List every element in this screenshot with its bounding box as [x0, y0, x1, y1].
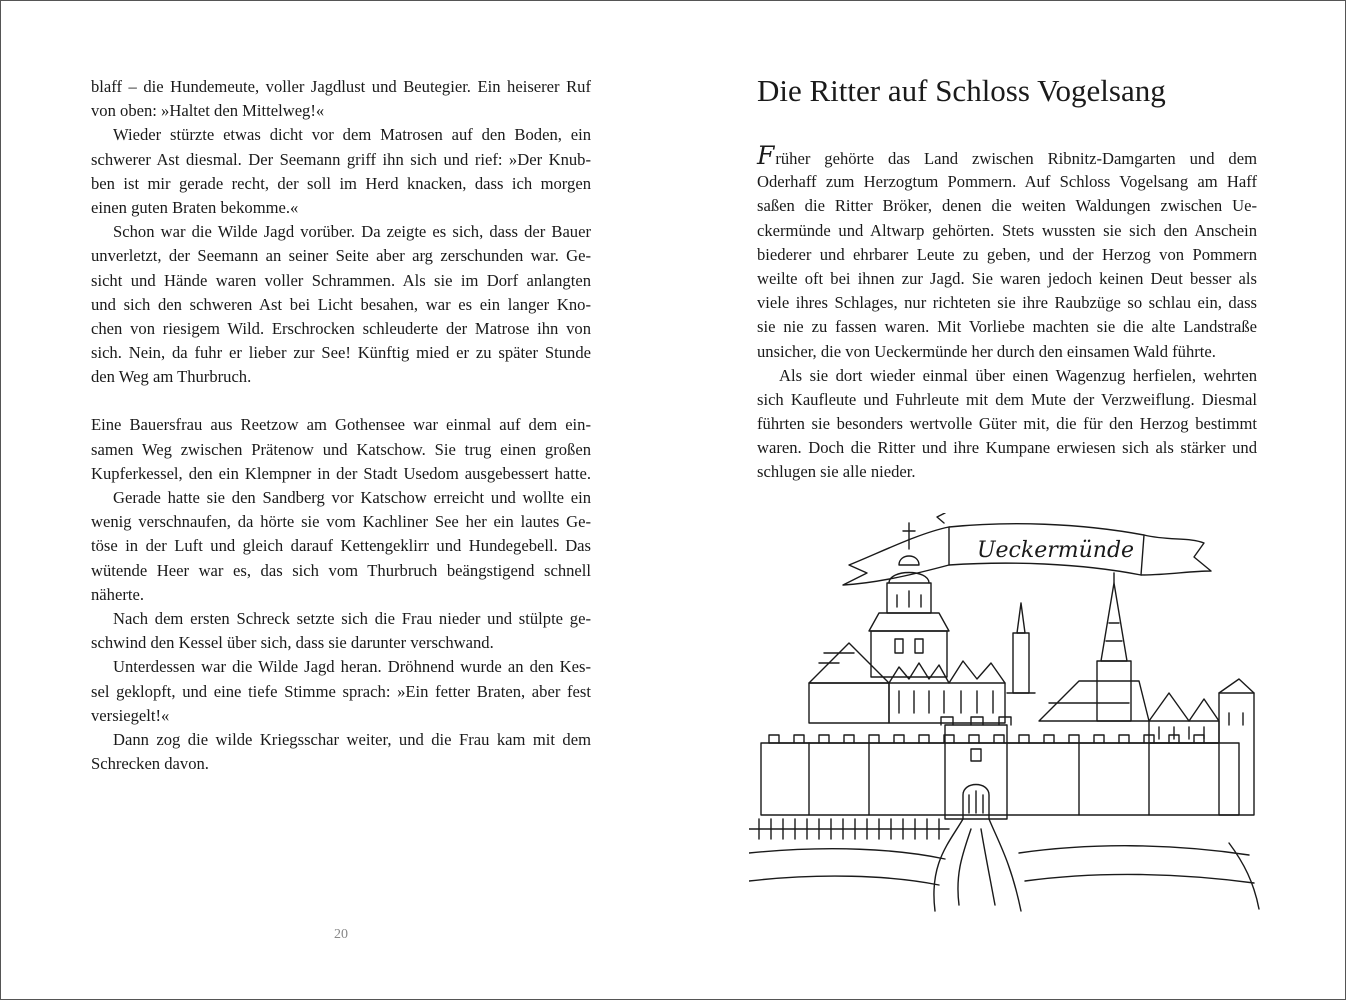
text-line: Dann zog die wilde Kriegsschar weiter, und die Frau kam mit dem	[113, 729, 591, 749]
section-gap	[91, 389, 591, 413]
left-page-text	[91, 75, 591, 776]
text-line: von oben: »Haltet den Mittelweg!«	[91, 101, 325, 121]
text-line: führten sie besonders wertvolle Güter mit, die für den Herzog bestimmt	[757, 414, 1257, 434]
text-line: sich Kaufleute und Fuhrleute mit dem Mute der Verzweiflung. Diesmal	[757, 389, 1257, 409]
drop-cap: F	[757, 141, 775, 170]
crenellated-wall	[761, 735, 1239, 815]
text-line: schwind den Kessel über sich, dass sie darunter verschwand.	[91, 633, 494, 653]
text-line: Gerade hatte sie den Sandberg vor Katschow erreicht und wollte ein	[113, 488, 591, 507]
text-line: schlugen sie alle nieder.	[757, 462, 916, 482]
text-line: weilte oft bei ihnen zur Jagd. Sie waren jedoch keinen Deut besser als	[757, 268, 1257, 288]
text-line: sie nie zu fassen waren. Mit Vorliebe machten sie die alte Landstraße	[757, 317, 1257, 337]
text-line: viele ihres Schlages, nur richteten sie ihre Raubzüge so schlau ein, dass	[757, 293, 1257, 313]
text-line: samen Weg zwischen Prätenow und Katschow. Sie trug einen großen	[91, 439, 591, 459]
text-line: unsicher, die von Ueckermünde her durch den einsamen Wald führte.	[757, 341, 1216, 361]
right-church-spire	[1039, 573, 1149, 721]
fence-and-road	[749, 819, 1259, 911]
text-line-first	[757, 141, 1257, 170]
text-line: schwerer Ast diesmal. Der Seemann griff ihn sich und rief: »Der Knub-	[91, 149, 591, 169]
banner-label: Ueckermünde	[977, 538, 1135, 563]
text-line: Eine Bauersfrau aus Reetzow am Gothensee war einmal auf dem ein-	[91, 415, 591, 435]
text-line: versiegelt!«	[91, 705, 170, 725]
text-line: sel geklopft, und eine tiefe Stimme sprach: »Ein fetter Braten, aber fest	[91, 681, 591, 701]
text-line: ben ist mir gerade recht, der soll im Herd knacken, dass ich morgen	[91, 173, 591, 193]
text-line: näherte.	[91, 584, 144, 604]
text-line: Nach dem ersten Schreck setzte sich die Frau nieder und stülpte ge-	[113, 608, 591, 628]
text-line: ckermünde und Altwarp gehörten. Stets wussten sie sich den Anschein	[757, 220, 1257, 240]
text-line: Unterdessen war die Wilde Jagd heran. Dröhnend wurde an den Kes-	[113, 657, 591, 677]
text-line: Oderhaff zum Herzogtum Pommern. Auf Schloss Vogelsang am Haff	[757, 172, 1257, 192]
text-line: Kupferkessel, den ein Klempner in der Stadt Usedom ausgebessert hatte.	[91, 463, 591, 483]
text-line: wenig verschnaufen, da hörte sie vom Kachliner See her ein lautes Ge-	[91, 512, 591, 532]
gate-tower	[941, 717, 1011, 819]
right-page	[673, 1, 1345, 999]
right-buildings	[1149, 693, 1219, 743]
text-line: unverletzt, der Seemann an seiner Seite aber arg zerschunden war. Ge-	[91, 246, 591, 266]
main-tower	[869, 523, 949, 677]
text-line: chen von riesigem Wild. Erschrocken schleuderte der Matrose ihn von	[91, 318, 591, 338]
left-church	[809, 643, 889, 723]
text-line: saßen die Ritter Bröker, denen die weiten Waldungen zwischen Ue-	[757, 196, 1257, 216]
text-line: sich. Nein, da fuhr er lieber zur See! Künftig mied er zu später Stunde	[91, 343, 591, 363]
left-page	[1, 1, 673, 999]
text-line: wütende Heer war es, das sich vom Thurbruch beängstigend schnell	[91, 560, 591, 580]
text-line: waren. Doch die Ritter und ihre Kumpane erwiesen sich als stärker und	[757, 438, 1257, 458]
thin-spire	[1007, 603, 1035, 693]
text-line: den Weg am Thurbruch.	[91, 367, 252, 387]
text-line: töse in der Luft und gleich darauf Kettengeklirr und Hundegebell. Das	[91, 536, 591, 556]
page-number: 20	[334, 927, 348, 942]
text-line: sicht und Hände waren voller Schrammen. Als sie im Dorf anlangten	[91, 270, 591, 290]
town-sketch-illustration	[749, 513, 1269, 913]
text-line: einen guten Braten bekomme.«	[91, 197, 299, 217]
right-page-text	[757, 141, 1257, 485]
text-line: Als sie dort wieder einmal über einen Wagenzug herfielen, wehrten	[779, 365, 1257, 385]
text-line: und sich den schweren Ast bei Licht besahen, war es ein langer Kno-	[91, 294, 591, 314]
text-line: Schrecken davon.	[91, 754, 209, 774]
text-line: biederer und ehrbarer Leute zu geben, und der Herzog von Pommern	[757, 244, 1257, 264]
text-line: Wieder stürzte etwas dicht vor dem Matrosen auf den Boden, ein	[113, 125, 591, 145]
first-line-text: rüher gehörte das Land zwischen Ribnitz-Damgarten und dem	[775, 149, 1257, 168]
text-line: Schon war die Wilde Jagd vorüber. Da zeigte es sich, dass der Bauer	[113, 222, 591, 242]
text-line: blaff – die Hundemeute, voller Jagdlust und Beutegier. Ein heiserer Ruf	[91, 77, 591, 96]
chapter-title: Die Ritter auf Schloss Vogelsang	[757, 73, 1166, 108]
right-edge-tower	[1219, 679, 1254, 815]
